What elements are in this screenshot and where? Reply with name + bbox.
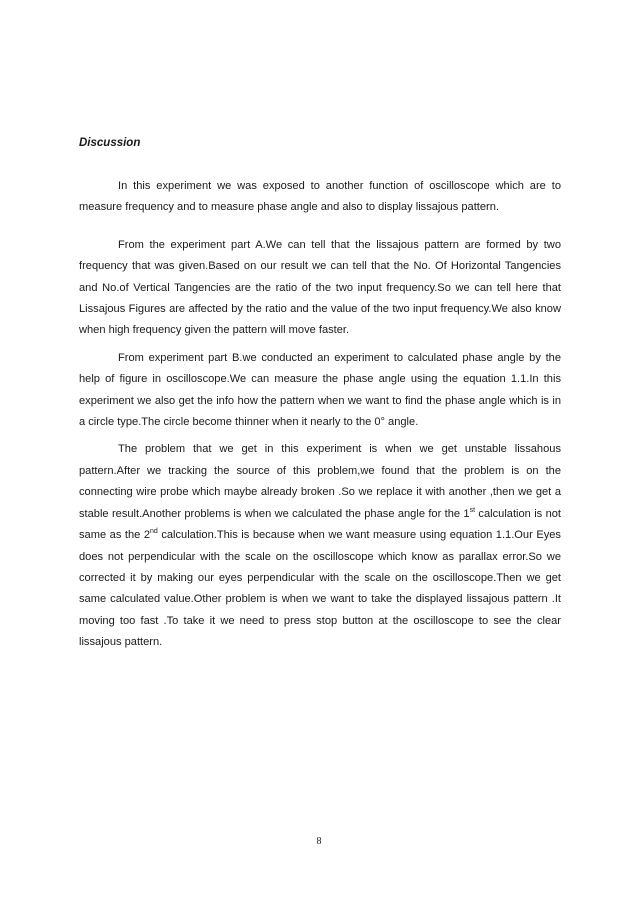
problems-text-2: calculation is not same as the 2 — [79, 507, 561, 542]
page-number: 8 — [316, 836, 322, 847]
paragraph-problems — [79, 439, 561, 653]
superscript-st: st — [469, 506, 476, 514]
problems-text-3: calculation.This is because when we want measure using equation 1.1.Our Eyes does not perpendicular with the scale on the oscilloscope which know as parallax error.So we corrected it by making our eyes perpendicular with the scale on the oscilloscope.Then we get same calculated value.Other problem is when we want to take the displayed lissajous pattern .It moving too fast .To take it we need to press stop button at the oscilloscope to see the clear lissajous pattern. — [79, 529, 561, 649]
paragraph-part-b: From experiment part B.we conducted an experiment to calculated phase angle by the help of figure in oscilloscope.We can measure the phase angle using the equation 1.1.In this experiment we also get the info how the pattern when we want to find the phase angle which is in a circle type.The circle become thinner when it nearly to the 0° angle. — [79, 351, 561, 429]
superscript-nd: nd — [150, 528, 158, 536]
problems-text-1: The problem that we get in this experiment is when we get unstable lissahous pattern.After we tracking the source of this problem,we found that the problem is on the connecting wire probe which maybe already broken .So we replace it with another ,then we get a stable result.Another problems is when we calculated the phase angle for the 1 — [79, 443, 561, 520]
section-heading: Discussion — [79, 137, 141, 149]
body-text — [79, 176, 561, 660]
paragraph-intro: In this experiment we was exposed to another function of oscilloscope which are to measure frequency and to measure phase angle and also to display lissajous pattern. — [79, 180, 561, 214]
paragraph-part-a: From the experiment part A.We can tell that the lissajous pattern are formed by two frequency that was given.Based on our result we can tell that the No. Of Horizontal Tangencies and No.of Vertical Tangencies are the ratio of the two input frequency.So we can tell here that Lissajous Figures are affected by the ratio and the value of the two input frequency.We also know when high frequency given the pattern will move faster. — [79, 238, 561, 337]
